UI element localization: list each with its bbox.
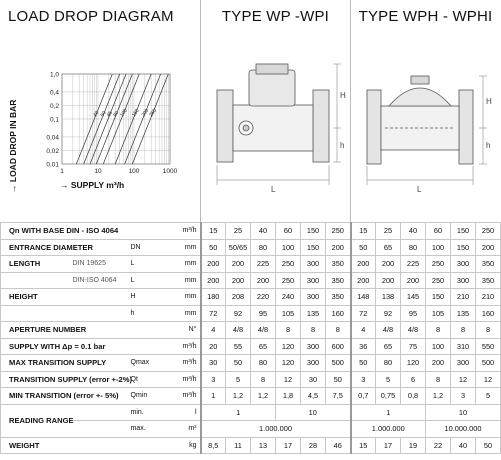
wph-value: 300 (451, 355, 476, 372)
wph-value: 0,75 (376, 388, 401, 405)
row-unit: mm (151, 239, 201, 256)
wp-value: 12 (276, 371, 301, 388)
wph-reading-min: 1 (351, 404, 426, 421)
wp-value: 8 (251, 371, 276, 388)
chart-series-label: 80 (112, 110, 121, 119)
wph-value: 36 (351, 338, 376, 355)
wph-reading-max: 10.000.000 (426, 421, 501, 438)
wp-weight: 46 (326, 437, 351, 454)
row-unit: N° (151, 322, 201, 339)
wph-value: 100 (426, 338, 451, 355)
table-row (1, 272, 501, 289)
row-unit: kg (151, 437, 201, 454)
wp-value: 150 (301, 239, 326, 256)
row-label: Qn WITH BASE DIN - ISO 4064 (1, 223, 73, 240)
row-symbol: L (129, 256, 151, 273)
wph-value: 550 (476, 338, 501, 355)
row-symbol: L (129, 272, 151, 289)
wp-value: 50/65 (226, 239, 251, 256)
wph-value: 0,7 (351, 388, 376, 405)
wp-value: 20 (201, 338, 226, 355)
wp-value: 240 (276, 289, 301, 306)
wph-value: 8 (451, 322, 476, 339)
wph-value: 72 (351, 305, 376, 322)
wp-value: 500 (326, 355, 351, 372)
chart-series-label: 250 (148, 107, 158, 119)
wp-value: 50 (201, 239, 226, 256)
wph-value: 250 (426, 256, 451, 273)
wph-value: 12 (476, 371, 501, 388)
wp-value: 350 (326, 289, 351, 306)
wph-h-label: h (486, 141, 491, 150)
wph-panel (350, 0, 500, 222)
wph-value: 8 (426, 322, 451, 339)
row-label: MAX TRANSITION SUPPLY (1, 355, 73, 372)
row-symbol: Qmax (129, 355, 151, 372)
wph-value: 4 (351, 322, 376, 339)
wp-value: 160 (326, 305, 351, 322)
wp-value: 3 (201, 371, 226, 388)
diagram-title: LOAD DROP DIAGRAM (8, 8, 174, 25)
row-unit: m³/h (151, 338, 201, 355)
chart-series-label: 65 (105, 110, 115, 119)
wph-reading-min: 10 (426, 404, 501, 421)
wph-value: 25 (376, 223, 401, 240)
wp-value: 120 (276, 355, 301, 372)
chart-x-tick: 100 (128, 168, 140, 175)
wph-value: 150 (451, 239, 476, 256)
wph-value: 3 (451, 388, 476, 405)
wp-value: 30 (301, 371, 326, 388)
wp-value: 50 (326, 371, 351, 388)
chart-y-tick: 0,2 (49, 102, 59, 110)
wph-weight: 17 (376, 437, 401, 454)
wph-value: 225 (401, 256, 426, 273)
wph-value: 135 (451, 305, 476, 322)
wp-panel (200, 0, 350, 222)
weight-label: WEIGHT (1, 437, 73, 454)
wp-value: 220 (251, 289, 276, 306)
chart-series-label: 40 (92, 110, 101, 119)
chart-y-tick: 1,0 (49, 71, 59, 79)
wp-value: 250 (326, 223, 351, 240)
row-label: APERTURE NUMBER (1, 322, 73, 339)
wph-meter-drawing (351, 40, 501, 200)
row-symbol: max. (129, 421, 151, 438)
row-label: SUPPLY WITH Δp = 0.1 bar (1, 338, 73, 355)
wp-value: 4/8 (226, 322, 251, 339)
row-sublabel (73, 289, 129, 306)
wph-value: 4/8 (401, 322, 426, 339)
wph-value: 80 (401, 239, 426, 256)
wp-value: 200 (326, 239, 351, 256)
wp-value: 200 (226, 256, 251, 273)
wp-value: 300 (301, 256, 326, 273)
table-row (1, 322, 501, 339)
row-label: TRANSITION SUPPLY (error +-2%) (1, 371, 73, 388)
row-symbol (129, 322, 151, 339)
wph-value: 5 (376, 371, 401, 388)
wp-value: 120 (276, 338, 301, 355)
row-label (1, 305, 73, 322)
row-unit: mm (151, 305, 201, 322)
wph-value: 95 (401, 305, 426, 322)
wph-value: 4/8 (376, 322, 401, 339)
wp-value: 200 (201, 272, 226, 289)
wp-value: 8 (326, 322, 351, 339)
chart-y-tick: 0,01 (46, 161, 59, 169)
row-sublabel: DIN 19625 (73, 256, 129, 273)
wp-value: 5 (226, 371, 251, 388)
wph-value: 60 (426, 223, 451, 240)
row-label: HEIGHT (1, 289, 73, 306)
chart-x-tick: 1000 (162, 168, 178, 175)
specification-table (0, 222, 501, 454)
wp-value: 250 (276, 272, 301, 289)
row-sublabel: DIN-ISO 4064 (73, 272, 129, 289)
row-unit: m³/h (151, 223, 201, 240)
wph-value: 350 (476, 272, 501, 289)
table-row (1, 404, 501, 421)
row-symbol (129, 223, 151, 240)
wph-value: 120 (401, 355, 426, 372)
table-row (1, 421, 501, 438)
wp-value: 250 (276, 256, 301, 273)
chart-series-label: 50 (99, 110, 108, 119)
wph-value: 8 (426, 371, 451, 388)
wp-value: 100 (276, 239, 301, 256)
row-label: MIN TRANSITION (error +- 5%) (1, 388, 73, 405)
wp-value: 4 (201, 322, 226, 339)
wp-value: 300 (301, 289, 326, 306)
wph-value: 210 (451, 289, 476, 306)
wph-value: 0,8 (401, 388, 426, 405)
wp-value: 350 (326, 256, 351, 273)
wp-h-label: h (340, 141, 345, 150)
wph-weight: 22 (426, 437, 451, 454)
chart-y-tick: 0,04 (46, 134, 59, 142)
wp-weight: 8,5 (201, 437, 226, 454)
chart-series-label: 100 (119, 107, 129, 119)
row-label: LENGTH (1, 256, 73, 273)
wph-weight: 50 (476, 437, 501, 454)
wp-title: TYPE WP -WPI (221, 8, 330, 25)
wph-value: 5 (476, 388, 501, 405)
wph-value: 200 (376, 272, 401, 289)
wp-H-label: H (340, 91, 346, 100)
row-symbol (129, 437, 151, 454)
wph-value: 500 (476, 355, 501, 372)
table-row (1, 256, 501, 273)
row-symbol (129, 338, 151, 355)
wp-weight: 11 (226, 437, 251, 454)
wph-value: 200 (401, 272, 426, 289)
wph-value: 310 (451, 338, 476, 355)
wp-reading-min: 1 (201, 404, 276, 421)
row-sublabel (73, 305, 129, 322)
wph-weight: 40 (451, 437, 476, 454)
wph-value: 3 (351, 371, 376, 388)
wph-value: 80 (376, 355, 401, 372)
wph-value: 1,2 (426, 388, 451, 405)
wph-H-label: H (486, 97, 492, 106)
row-unit: l (151, 404, 201, 421)
wph-value: 300 (451, 272, 476, 289)
wp-weight: 13 (251, 437, 276, 454)
row-symbol: Qt (129, 371, 151, 388)
wp-value: 300 (301, 338, 326, 355)
wph-value: 8 (476, 322, 501, 339)
wph-L-label: L (417, 185, 422, 194)
wph-value: 210 (476, 289, 501, 306)
wph-value: 40 (401, 223, 426, 240)
wp-value: 4,5 (301, 388, 326, 405)
wp-meter-drawing (201, 40, 351, 200)
wph-value: 138 (376, 289, 401, 306)
wph-value: 100 (426, 239, 451, 256)
wp-value: 8 (276, 322, 301, 339)
load-drop-panel (0, 0, 200, 222)
wph-weight: 19 (401, 437, 426, 454)
chart-y-tick: 0,4 (49, 89, 59, 97)
wph-value: 200 (351, 272, 376, 289)
chart-xlabel: → SUPPLY m³/h (60, 180, 125, 190)
wp-value: 150 (301, 223, 326, 240)
chart-x-tick: 10 (94, 168, 102, 175)
table-row (1, 388, 501, 405)
wp-value: 80 (251, 355, 276, 372)
wph-value: 50 (351, 355, 376, 372)
wp-value: 350 (326, 272, 351, 289)
wp-value: 55 (226, 338, 251, 355)
row-sublabel (73, 404, 129, 421)
wph-value: 105 (426, 305, 451, 322)
row-label: ENTRANCE DIAMETER (1, 239, 73, 256)
wp-value: 92 (226, 305, 251, 322)
table-row (1, 355, 501, 372)
table-row (1, 289, 501, 306)
row-label (1, 272, 73, 289)
row-unit: m³/h (151, 388, 201, 405)
wp-value: 80 (251, 239, 276, 256)
wp-weight: 17 (276, 437, 301, 454)
wp-value: 200 (201, 256, 226, 273)
wp-value: 208 (226, 289, 251, 306)
chart-series-label: 150 (131, 107, 141, 119)
wp-value: 300 (301, 272, 326, 289)
wp-value: 65 (251, 338, 276, 355)
wp-value: 60 (276, 223, 301, 240)
wp-value: 200 (226, 272, 251, 289)
wph-value: 6 (401, 371, 426, 388)
wp-value: 200 (251, 272, 276, 289)
wph-value: 145 (401, 289, 426, 306)
table-row (1, 223, 501, 240)
wph-value: 200 (376, 256, 401, 273)
chart-y-tick: 0,02 (46, 147, 59, 155)
wph-value: 160 (476, 305, 501, 322)
row-symbol: h (129, 305, 151, 322)
wph-value: 65 (376, 338, 401, 355)
wp-value: 4/8 (251, 322, 276, 339)
wp-L-label: L (271, 185, 276, 194)
load-drop-chart (0, 60, 200, 190)
wp-value: 1,2 (251, 388, 276, 405)
row-symbol: H (129, 289, 151, 306)
row-unit: mm (151, 256, 201, 273)
row-symbol: DN (129, 239, 151, 256)
wp-value: 25 (226, 223, 251, 240)
row-unit: mm (151, 272, 201, 289)
wph-value: 75 (401, 338, 426, 355)
wp-weight: 28 (301, 437, 326, 454)
wp-value: 300 (301, 355, 326, 372)
wph-value: 50 (351, 239, 376, 256)
wph-value: 150 (426, 289, 451, 306)
wph-title: TYPE WPH - WPHI (358, 8, 493, 25)
row-unit: m³ (151, 421, 201, 438)
wp-reading-max: 1.000.000 (201, 421, 351, 438)
wph-value: 350 (476, 256, 501, 273)
row-symbol: Qmin (129, 388, 151, 405)
wp-value: 15 (201, 223, 226, 240)
row-sublabel (73, 421, 129, 438)
wph-reading-max: 1.000.000 (351, 421, 426, 438)
wph-value: 250 (426, 272, 451, 289)
row-sublabel (73, 437, 129, 454)
wph-value: 92 (376, 305, 401, 322)
wph-value: 150 (451, 223, 476, 240)
wph-value: 200 (476, 239, 501, 256)
wph-value: 65 (376, 239, 401, 256)
wp-value: 50 (226, 355, 251, 372)
chart-ylabel: → LOAD DROP IN BAR (8, 99, 18, 193)
table-row (1, 239, 501, 256)
header-area (0, 0, 500, 222)
chart-y-tick: 0,1 (49, 116, 59, 124)
table-row (1, 305, 501, 322)
wp-value: 1,8 (276, 388, 301, 405)
wph-value: 148 (351, 289, 376, 306)
row-symbol: min. (129, 404, 151, 421)
wph-value: 200 (426, 355, 451, 372)
wph-value: 300 (451, 256, 476, 273)
wp-value: 600 (326, 338, 351, 355)
wp-value: 30 (201, 355, 226, 372)
chart-x-tick: 1 (60, 168, 64, 175)
table-row (1, 437, 501, 454)
wp-value: 72 (201, 305, 226, 322)
wp-value: 105 (276, 305, 301, 322)
wph-weight: 15 (351, 437, 376, 454)
wp-value: 7,5 (326, 388, 351, 405)
wp-value: 1,2 (226, 388, 251, 405)
wph-value: 250 (476, 223, 501, 240)
wp-value: 225 (251, 256, 276, 273)
wp-value: 1 (201, 388, 226, 405)
row-unit: m³/h (151, 355, 201, 372)
row-unit: mm (151, 289, 201, 306)
table-row (1, 338, 501, 355)
wp-value: 40 (251, 223, 276, 240)
row-unit: m³/h (151, 371, 201, 388)
wph-value: 200 (351, 256, 376, 273)
chart-series-label: 200 (140, 107, 151, 119)
wp-value: 8 (301, 322, 326, 339)
wp-value: 135 (301, 305, 326, 322)
wph-value: 15 (351, 223, 376, 240)
wp-value: 180 (201, 289, 226, 306)
wp-value: 95 (251, 305, 276, 322)
reading-range-label: READING RANGE (1, 404, 73, 437)
wp-reading-min: 10 (276, 404, 351, 421)
wph-value: 12 (451, 371, 476, 388)
table-row (1, 371, 501, 388)
